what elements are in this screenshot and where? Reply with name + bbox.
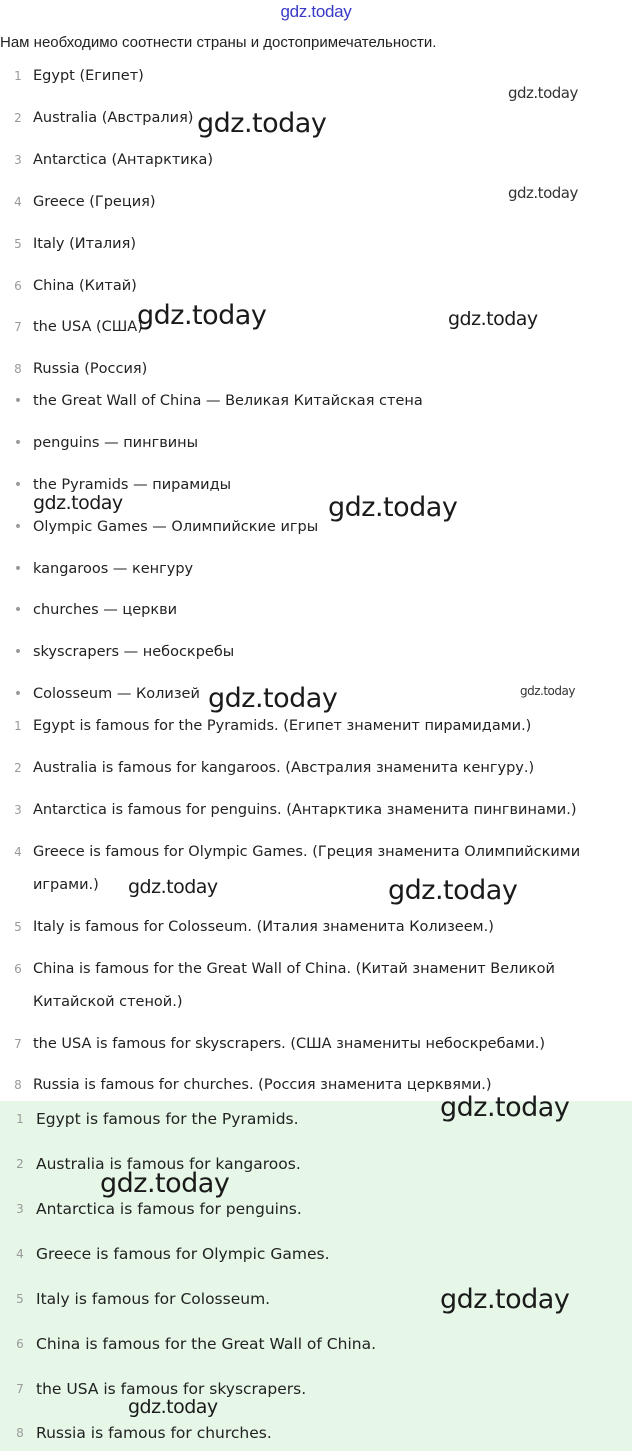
- translation-item: [0, 714, 632, 738]
- watermark: gdz.today: [137, 300, 267, 331]
- answer-item: [0, 1152, 632, 1176]
- bullet-marker: •: [13, 435, 23, 451]
- answer-text: Australia is famous for kangaroos.: [36, 1155, 301, 1173]
- country-text: the USA (США): [33, 319, 143, 335]
- task-intro: Нам необходимо соотнести страны и достопримечательности.: [0, 34, 437, 51]
- landmark-item: [0, 515, 632, 539]
- watermark: gdz.today: [128, 876, 218, 898]
- landmark-text: churches — церкви: [33, 602, 178, 618]
- answer-text: Antarctica is famous for penguins.: [36, 1200, 302, 1218]
- translation-text: Russia is famous for churches. (Россия знаменита церквями.): [33, 1077, 492, 1093]
- list-number: 6: [16, 1337, 24, 1351]
- country-text: Italy (Италия): [33, 236, 136, 252]
- translation-item: [0, 915, 632, 939]
- landmark-text: Colosseum — Колизей: [33, 686, 200, 702]
- answer-text: Russia is famous for churches.: [36, 1424, 272, 1442]
- translation-text: Greece is famous for Olympic Games. (Греция знаменита Олимпийскими играми.): [33, 844, 581, 893]
- country-item: [0, 274, 632, 298]
- answer-text: the USA is famous for skyscrapers.: [36, 1380, 307, 1398]
- answer-item: [0, 1332, 632, 1356]
- answer-box: [0, 1101, 632, 1451]
- answer-item: [0, 1377, 632, 1401]
- list-number: 6: [14, 962, 22, 976]
- watermark: gdz.today: [448, 308, 538, 330]
- list-number: 8: [14, 362, 22, 376]
- watermark: gdz.today: [508, 184, 578, 202]
- list-number: 3: [16, 1202, 24, 1216]
- landmark-item: [0, 431, 632, 455]
- answer-text: Italy is famous for Colosseum.: [36, 1290, 271, 1308]
- site-logo[interactable]: gdz.today: [280, 2, 352, 21]
- landmark-text: the Great Wall of China — Великая Китайская стена: [33, 393, 423, 409]
- country-item: [0, 232, 632, 256]
- translation-text: the USA is famous for skyscrapers. (США знамениты небоскребами.): [33, 1036, 546, 1052]
- watermark: gdz.today: [508, 84, 578, 102]
- list-number: 5: [14, 920, 22, 934]
- country-item: [0, 148, 632, 172]
- bullet-marker: •: [13, 561, 23, 577]
- list-number: 7: [16, 1382, 24, 1396]
- list-number: 4: [16, 1247, 24, 1261]
- bullet-marker: •: [13, 602, 23, 618]
- bullet-marker: •: [13, 644, 23, 660]
- landmark-text: penguins — пингвины: [33, 435, 199, 451]
- bullet-marker: •: [13, 519, 23, 535]
- watermark: gdz.today: [33, 492, 123, 514]
- list-number: 1: [14, 69, 22, 83]
- answer-text: Egypt is famous for the Pyramids.: [36, 1110, 299, 1128]
- list-number: 6: [14, 279, 22, 293]
- landmark-item: [0, 389, 632, 413]
- landmark-text: kangaroos — кенгуру: [33, 561, 194, 577]
- list-number: 3: [14, 153, 22, 167]
- translation-item: [0, 756, 632, 780]
- list-number: 1: [14, 719, 22, 733]
- country-text: Greece (Греция): [33, 194, 156, 210]
- list-number: 7: [14, 320, 22, 334]
- answer-text: Greece is famous for Olympic Games.: [36, 1245, 330, 1263]
- list-number: 5: [16, 1292, 24, 1306]
- watermark: gdz.today: [208, 683, 338, 714]
- list-number: 8: [16, 1426, 24, 1440]
- bullet-marker: •: [13, 393, 23, 409]
- translation-text: Egypt is famous for the Pyramids. (Египет знаменит пирамидами.): [33, 718, 532, 734]
- list-number: 8: [14, 1078, 22, 1092]
- list-number: 7: [14, 1037, 22, 1051]
- list-number: 2: [14, 761, 22, 775]
- watermark: gdz.today: [100, 1168, 230, 1199]
- landmark-text: Olympic Games — Олимпийские игры: [33, 519, 319, 535]
- list-number: 5: [14, 237, 22, 251]
- watermark: gdz.today: [197, 108, 327, 139]
- landmark-item: [0, 557, 632, 581]
- translation-text: Italy is famous for Colosseum. (Италия знаменита Колизеем.): [33, 919, 494, 935]
- translation-text: Antarctica is famous for penguins. (Антарктика знаменита пингвинами.): [33, 802, 577, 818]
- answer-item: [0, 1242, 632, 1266]
- answer-item: [0, 1197, 632, 1221]
- translation-text: China is famous for the Great Wall of China. (Китай знаменит Великой Китайской стеной.): [33, 961, 555, 1010]
- country-text: Australia (Австралия): [33, 110, 194, 126]
- watermark: gdz.today: [128, 1396, 218, 1418]
- country-text: China (Китай): [33, 278, 137, 294]
- translation-item: [0, 798, 632, 822]
- country-text: Antarctica (Антарктика): [33, 152, 213, 168]
- watermark: gdz.today: [388, 875, 518, 906]
- translation-text: Australia is famous for kangaroos. (Австралия знаменита кенгуру.): [33, 760, 535, 776]
- list-number: 3: [14, 803, 22, 817]
- landmark-item: [0, 598, 632, 622]
- landmark-item: [0, 640, 632, 664]
- list-number: 4: [14, 845, 22, 859]
- watermark: gdz.today: [440, 1284, 570, 1315]
- watermark: gdz.today: [440, 1092, 570, 1123]
- landmark-text: skyscrapers — небоскребы: [33, 644, 235, 660]
- country-text: Russia (Россия): [33, 361, 148, 377]
- answer-text: China is famous for the Great Wall of China.: [36, 1335, 377, 1353]
- country-text: Egypt (Египет): [33, 68, 144, 84]
- list-number: 1: [16, 1112, 24, 1126]
- list-number: 2: [14, 111, 22, 125]
- bullet-marker: •: [13, 686, 23, 702]
- watermark: gdz.today: [520, 684, 575, 698]
- translation-item: [0, 1032, 632, 1056]
- answer-item: [0, 1421, 632, 1445]
- bullet-marker: •: [13, 477, 23, 493]
- list-number: 2: [16, 1157, 24, 1171]
- landmark-text: the Pyramids — пирамиды: [33, 477, 232, 493]
- watermark: gdz.today: [328, 492, 458, 523]
- country-item: [0, 357, 632, 381]
- list-number: 4: [14, 195, 22, 209]
